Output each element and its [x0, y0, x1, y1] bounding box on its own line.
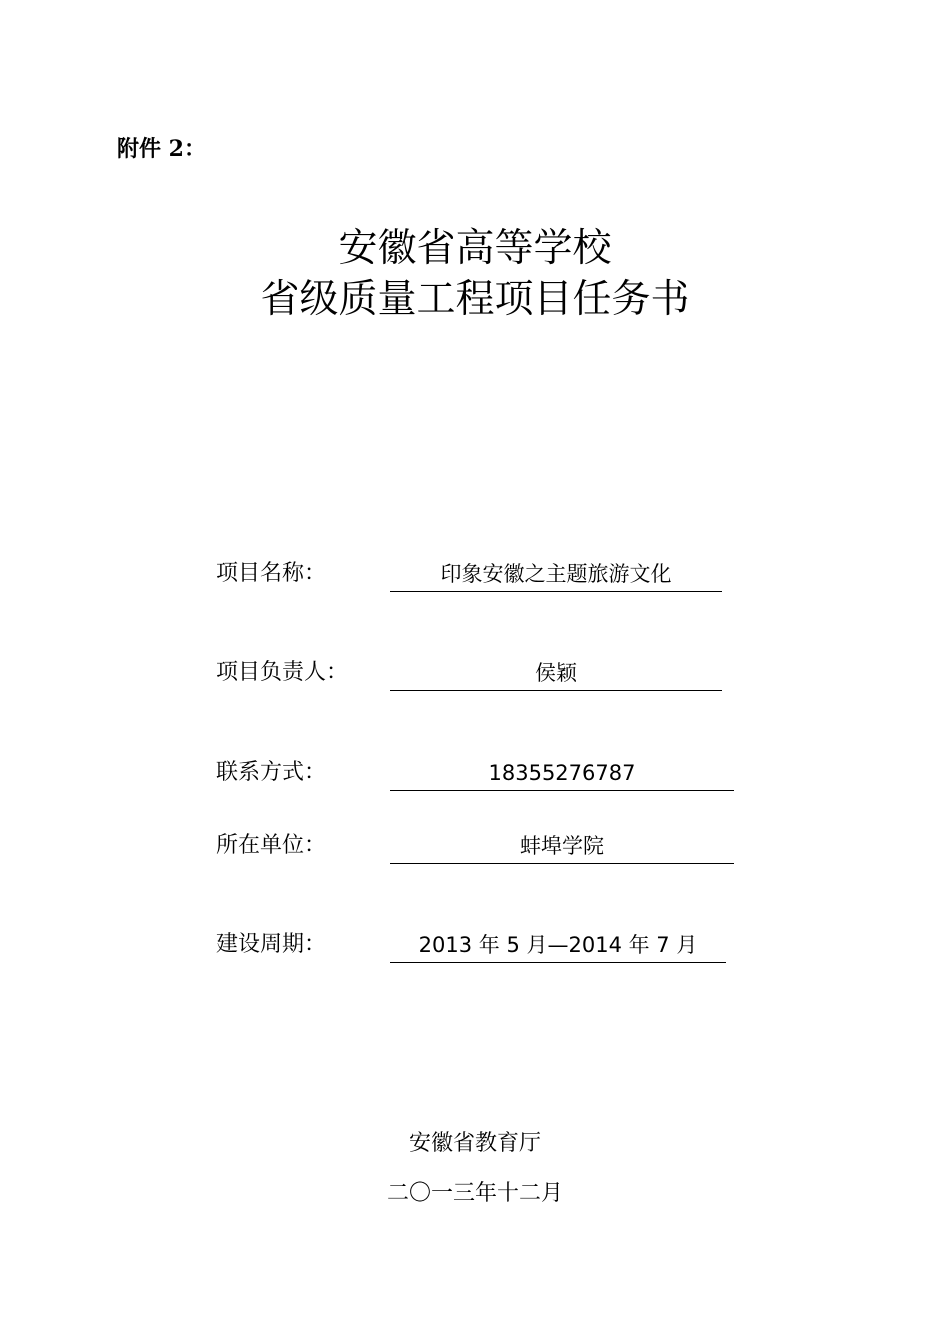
construction-period-label: 建设周期： — [216, 932, 327, 957]
document-title-line-2: 省级质量工程项目任务书 — [260, 277, 690, 322]
project-leader-value: 侯颖 — [390, 656, 722, 691]
construction-period-value: 2013 年 5 月—2014 年 7 月 — [390, 928, 726, 963]
institution-label: 所在单位： — [216, 833, 327, 858]
institution-value: 蚌埠学院 — [390, 829, 734, 864]
project-name-value: 印象安徽之主题旅游文化 — [390, 557, 722, 592]
document-title-line-1: 安徽省高等学校 — [338, 226, 612, 271]
project-name-label: 项目名称： — [216, 561, 327, 586]
issuing-department: 安徽省教育厅 — [408, 1131, 541, 1156]
project-leader-label: 项目负责人： — [216, 660, 349, 685]
issue-date: 二〇一三年十二月 — [386, 1181, 563, 1206]
contact-label: 联系方式： — [216, 760, 327, 785]
attachment-label: 附件 2： — [117, 136, 206, 162]
contact-value: 18355276787 — [390, 756, 734, 791]
